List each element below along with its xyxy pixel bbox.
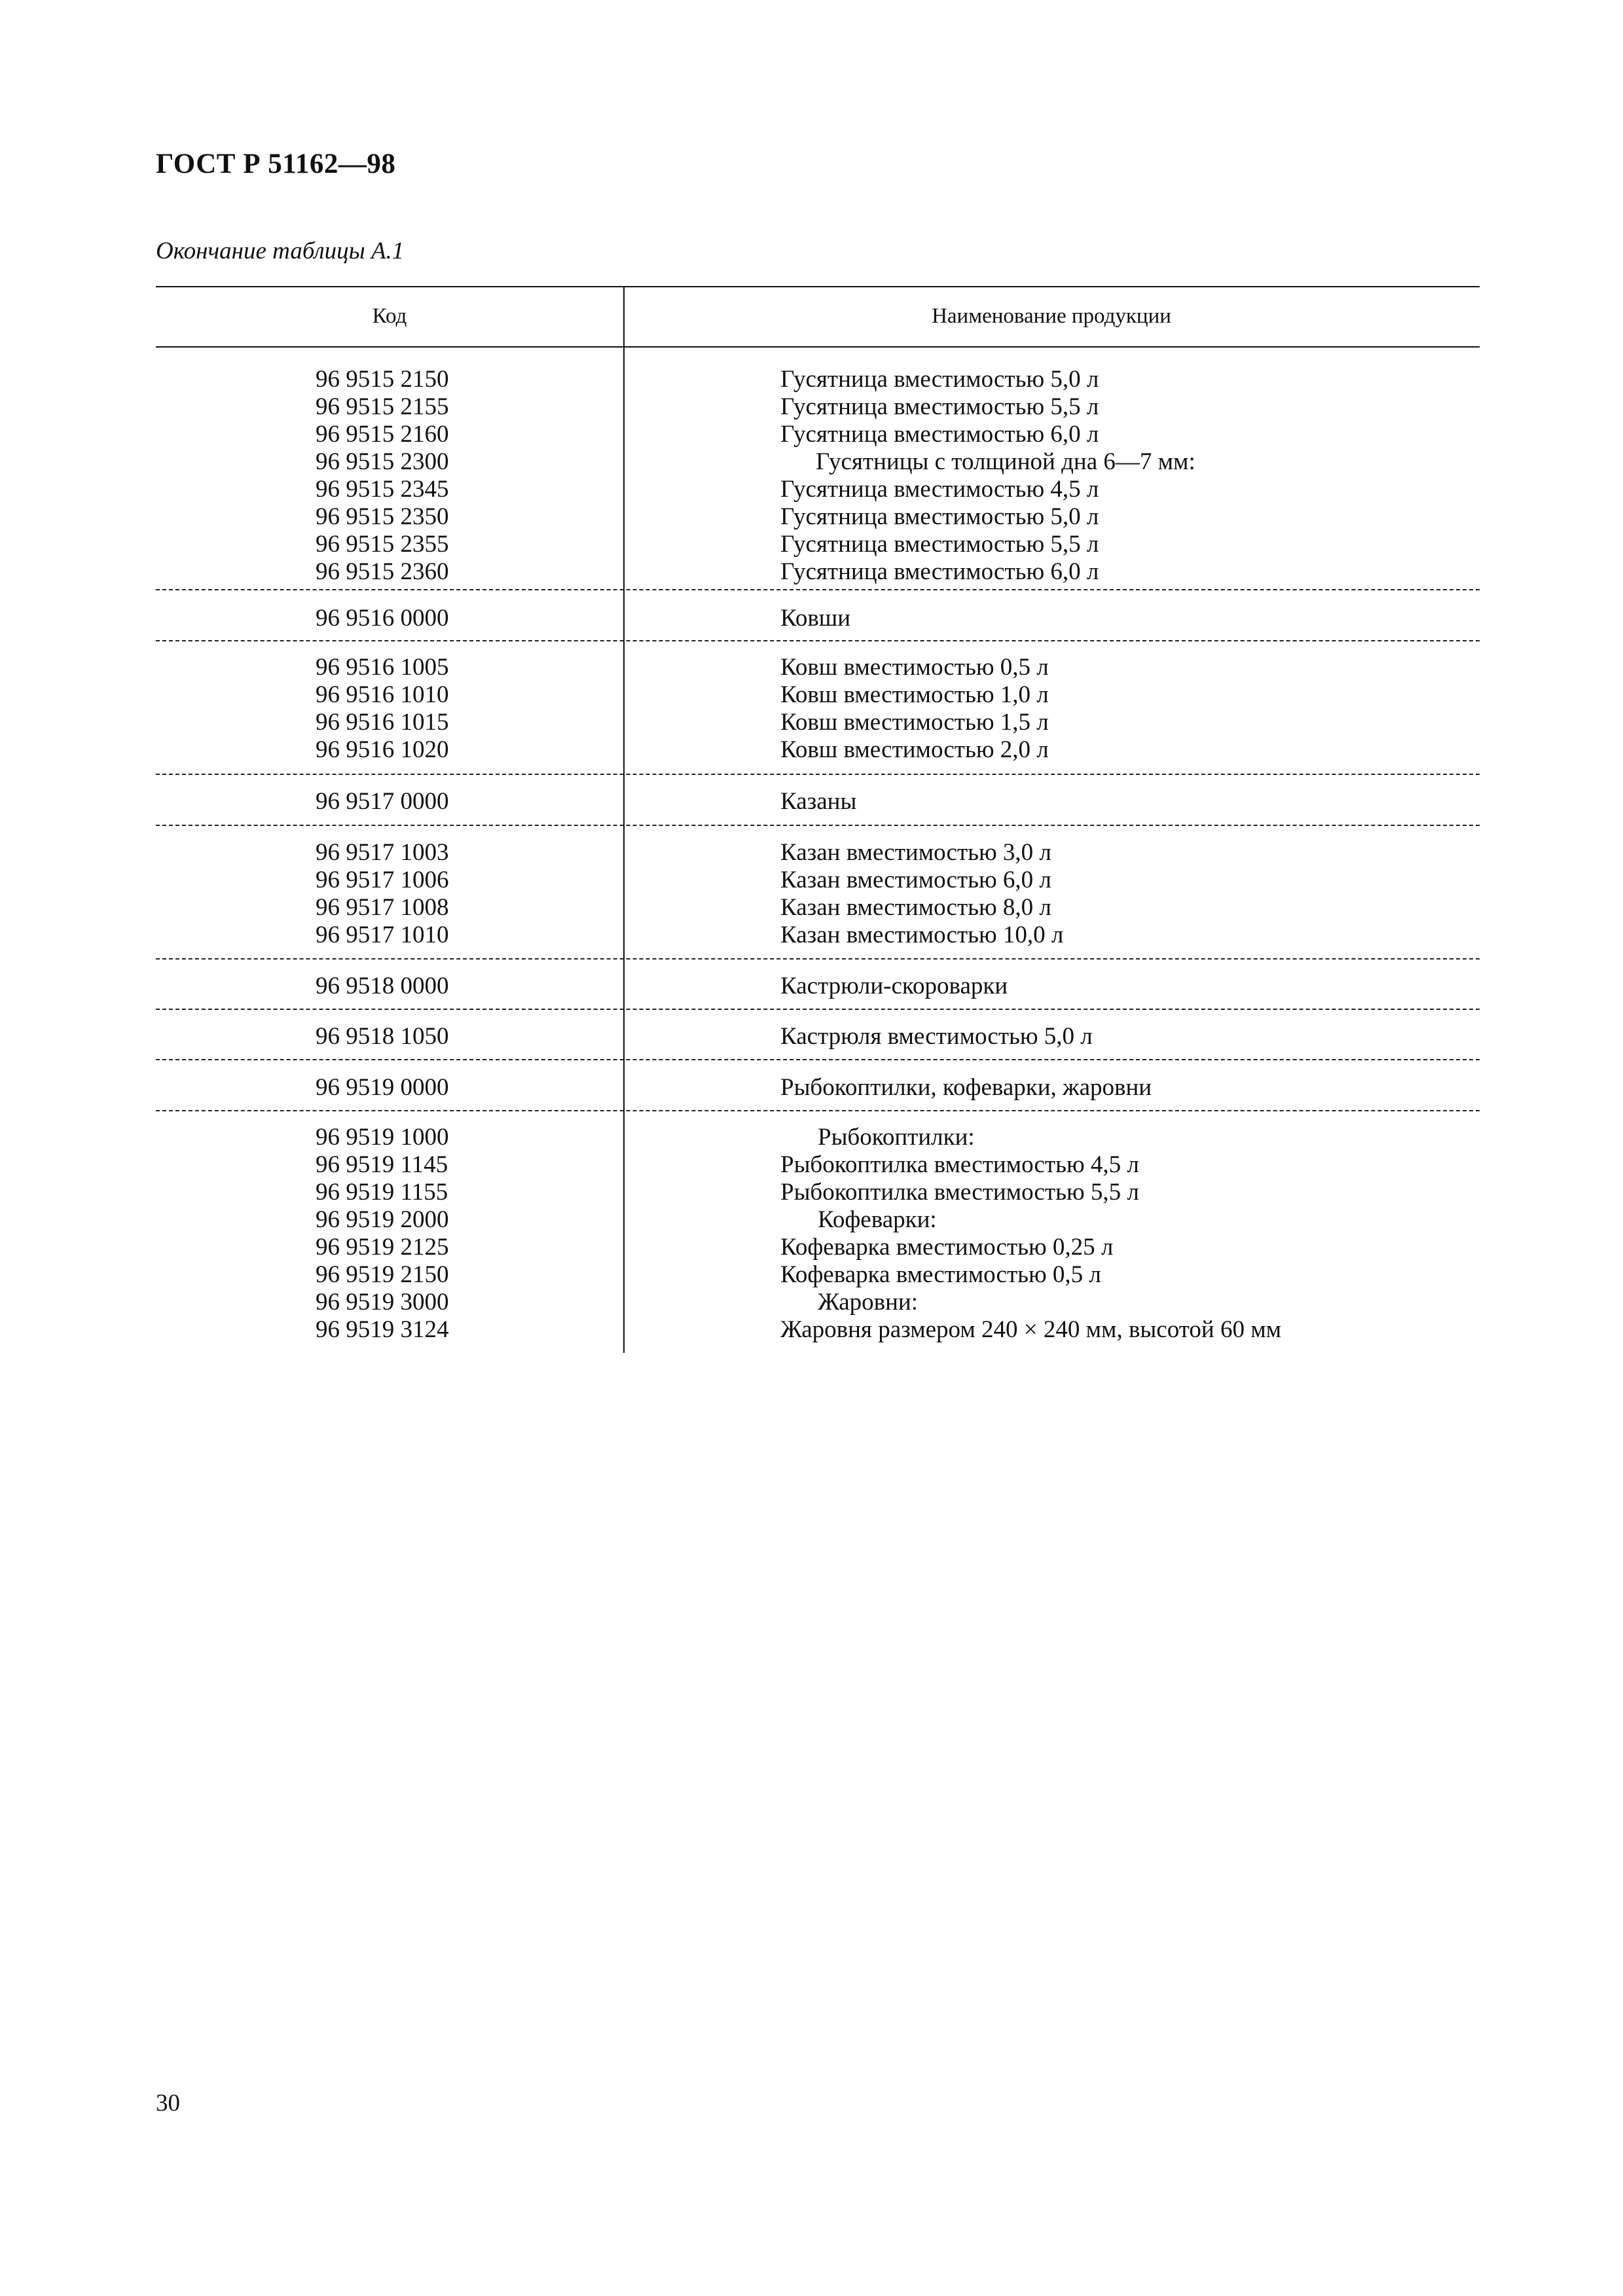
table-row	[156, 558, 1480, 586]
row-code: 96 9515 2345	[316, 476, 449, 503]
row-product-name: Кастрюли-скороварки	[780, 973, 1008, 999]
row-product-name: Кофеварка вместимостью 0,5 л	[780, 1261, 1101, 1288]
row-product-name: Казан вместимостью 6,0 л	[780, 867, 1051, 893]
table-row-group-heading	[156, 788, 1480, 816]
row-product-name: Ковш вместимостью 2,0 л	[780, 736, 1049, 763]
table-row	[156, 1234, 1480, 1261]
row-product-name: Гусятница вместимостью 4,5 л	[780, 476, 1099, 503]
row-code: 96 9519 1000	[316, 1124, 449, 1151]
table-row	[156, 503, 1480, 531]
row-product-name: Гусятница вместимостью 6,0 л	[780, 421, 1099, 448]
row-code: 96 9515 2350	[316, 503, 449, 530]
row-product-name: Рыбокоптилка вместимостью 5,5 л	[780, 1179, 1139, 1206]
row-code: 96 9517 1006	[316, 867, 449, 893]
row-product-name: Жаровня размером 240 × 240 мм, высотой 60 мм	[780, 1316, 1282, 1343]
table-row	[156, 1023, 1480, 1050]
row-code: 96 9519 1155	[316, 1179, 448, 1206]
table-row	[156, 1261, 1480, 1289]
column-header-product-name: Наименование продукции	[932, 304, 1171, 328]
table-row	[156, 1206, 1480, 1234]
row-product-name: Ковш вместимостью 1,0 л	[780, 681, 1049, 708]
row-subgroup-heading: Гусятницы с толщиной дна 6—7 мм:	[816, 448, 1195, 475]
table-row	[156, 894, 1480, 922]
row-product-name: Казаны	[780, 788, 857, 815]
table-row	[156, 1289, 1480, 1316]
row-code: 96 9516 1020	[316, 736, 449, 763]
row-code: 96 9516 0000	[316, 605, 449, 632]
row-code: 96 9515 2355	[316, 531, 449, 558]
row-product-name: Гусятница вместимостью 6,0 л	[780, 558, 1099, 585]
row-product-name: Ковш вместимостью 1,5 л	[780, 709, 1049, 736]
table-top-rule	[156, 286, 1480, 287]
row-product-name: Гусятница вместимостью 5,0 л	[780, 503, 1099, 530]
table-row	[156, 448, 1480, 476]
row-code: 96 9519 3124	[316, 1316, 449, 1343]
table-row	[156, 922, 1480, 949]
row-product-name: Казан вместимостью 10,0 л	[780, 922, 1064, 948]
table-row	[156, 736, 1480, 764]
row-code: 96 9515 2155	[316, 393, 449, 420]
table-row	[156, 681, 1480, 709]
group-divider	[156, 1059, 1480, 1060]
row-subgroup-heading: Кофеварки:	[818, 1206, 937, 1233]
table-row	[156, 1151, 1480, 1179]
row-code: 96 9515 2360	[316, 558, 449, 585]
row-product-name: Гусятница вместимостью 5,0 л	[780, 366, 1099, 393]
table-row-group-heading	[156, 973, 1480, 1000]
row-code: 96 9517 0000	[316, 788, 449, 815]
table-row	[156, 366, 1480, 393]
table-row	[156, 654, 1480, 681]
row-code: 96 9515 2160	[316, 421, 449, 448]
row-code: 96 9519 3000	[316, 1289, 449, 1316]
row-code: 96 9516 1005	[316, 654, 449, 681]
row-code: 96 9518 0000	[316, 973, 449, 999]
row-code: 96 9519 1145	[316, 1151, 448, 1178]
row-code: 96 9515 2300	[316, 448, 449, 475]
row-code: 96 9516 1015	[316, 709, 449, 736]
document-title: ГОСТ Р 51162—98	[156, 149, 396, 179]
group-divider	[156, 825, 1480, 826]
row-code: 96 9519 2000	[316, 1206, 449, 1233]
row-product-name: Кастрюля вместимостью 5,0 л	[780, 1023, 1093, 1050]
row-code: 96 9519 2150	[316, 1261, 449, 1288]
group-divider	[156, 640, 1480, 641]
row-code: 96 9516 1010	[316, 681, 449, 708]
row-product-name: Гусятница вместимостью 5,5 л	[780, 393, 1099, 420]
table-row	[156, 1124, 1480, 1151]
group-divider	[156, 1009, 1480, 1010]
row-subgroup-heading: Рыбокоптилки:	[818, 1124, 975, 1151]
row-code: 96 9519 2125	[316, 1234, 449, 1261]
row-product-name: Казан вместимостью 3,0 л	[780, 839, 1051, 866]
row-product-name: Ковши	[780, 605, 851, 632]
table-row	[156, 1179, 1480, 1206]
row-code: 96 9519 0000	[316, 1074, 449, 1101]
row-code: 96 9517 1003	[316, 839, 449, 866]
table-row	[156, 839, 1480, 867]
row-code: 96 9515 2150	[316, 366, 449, 393]
table-row	[156, 476, 1480, 503]
row-product-name: Гусятница вместимостью 5,5 л	[780, 531, 1099, 558]
table-row	[156, 1316, 1480, 1344]
row-code: 96 9517 1008	[316, 894, 449, 921]
table-row	[156, 393, 1480, 421]
row-product-name: Кофеварка вместимостью 0,25 л	[780, 1234, 1114, 1261]
group-divider	[156, 958, 1480, 960]
table-row	[156, 531, 1480, 558]
row-product-name: Ковш вместимостью 0,5 л	[780, 654, 1049, 681]
table-row	[156, 421, 1480, 448]
row-product-name: Казан вместимостью 8,0 л	[780, 894, 1051, 921]
group-divider	[156, 1110, 1480, 1111]
page-number: 30	[156, 2090, 180, 2117]
row-code: 96 9517 1010	[316, 922, 449, 948]
row-product-name: Рыбокоптилка вместимостью 4,5 л	[780, 1151, 1139, 1178]
row-product-name: Рыбокоптилки, кофеварки, жаровни	[780, 1074, 1152, 1101]
column-header-code: Код	[372, 304, 407, 328]
table-caption: Окончание таблицы А.1	[156, 238, 405, 264]
table-row	[156, 709, 1480, 736]
group-divider	[156, 774, 1480, 775]
table-row-group-heading	[156, 605, 1480, 632]
row-subgroup-heading: Жаровни:	[818, 1289, 919, 1316]
row-code: 96 9518 1050	[316, 1023, 449, 1050]
group-divider	[156, 589, 1480, 590]
table-header-rule	[156, 346, 1480, 348]
table-row-group-heading	[156, 1074, 1480, 1102]
table-row	[156, 867, 1480, 894]
